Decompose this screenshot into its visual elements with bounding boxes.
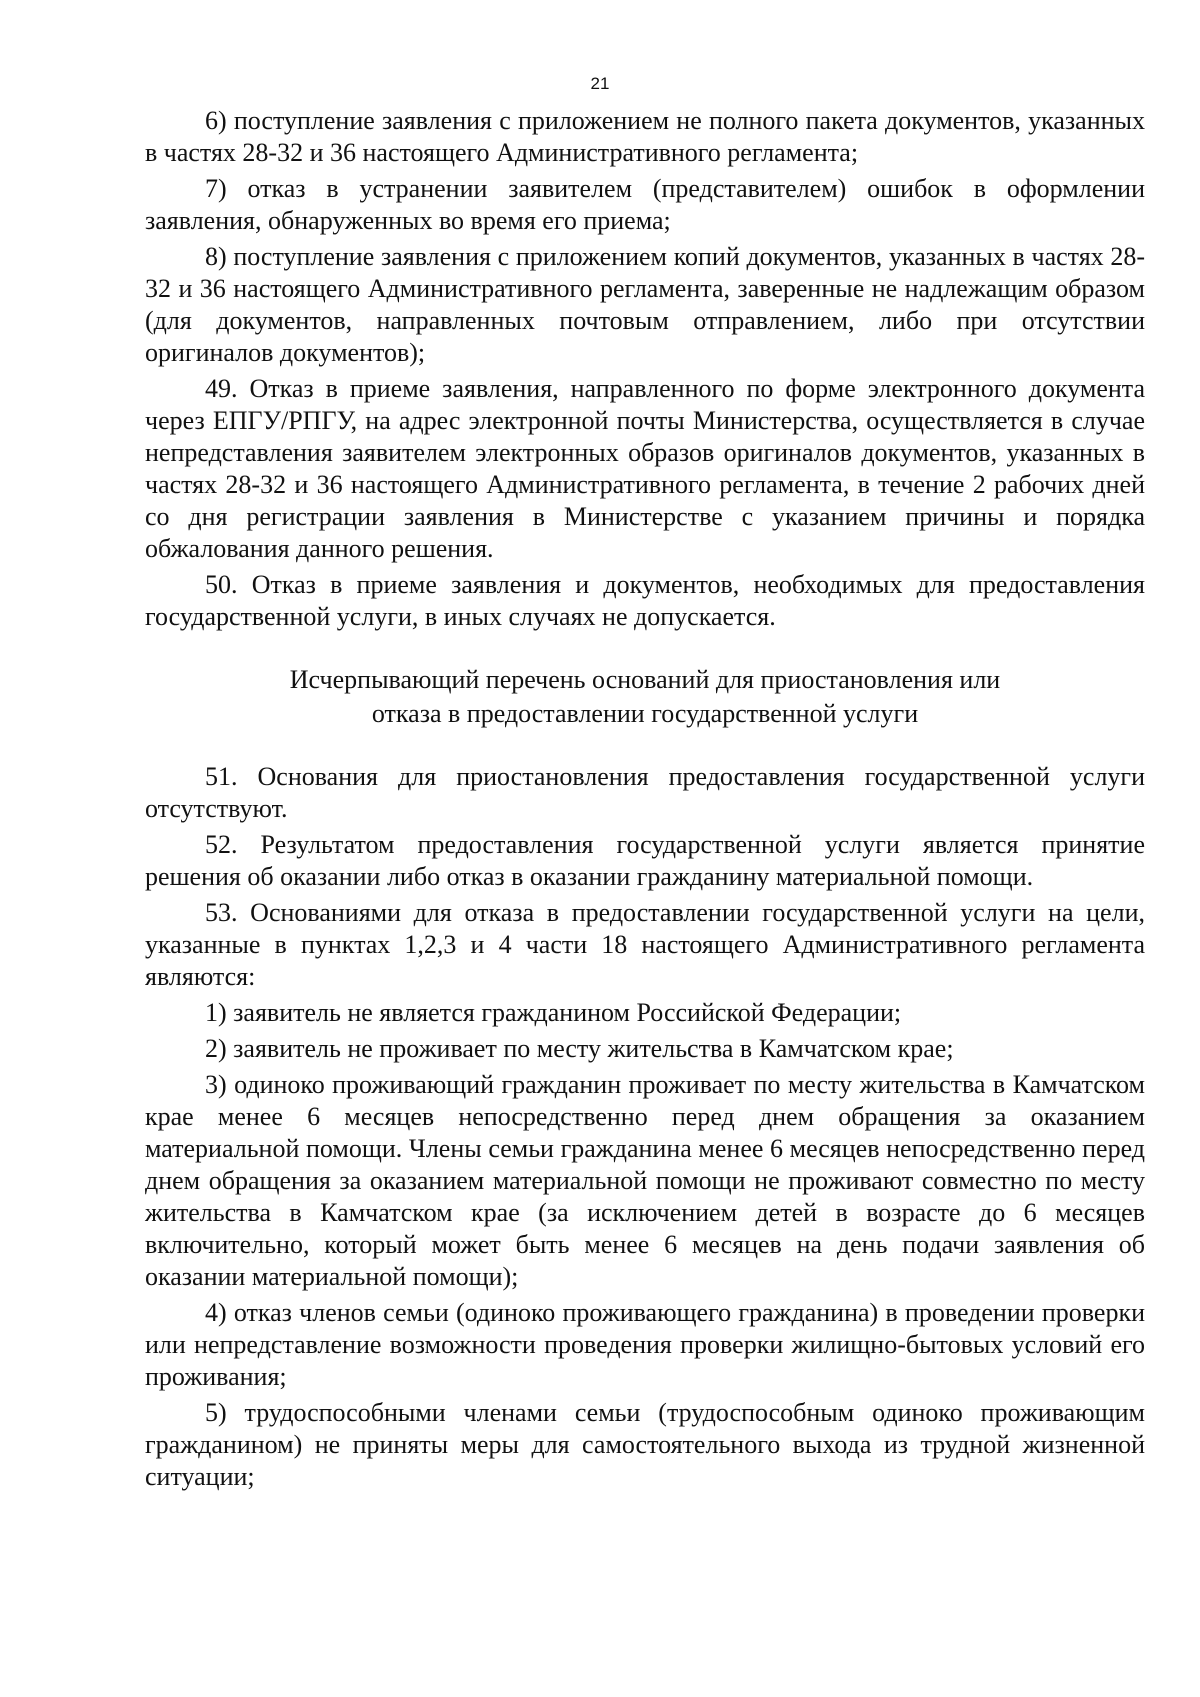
clause-53: 53. Основаниями для отказа в предоставлении государственной услуги на цели, указанные в пунктах 1,2,3 и 4 части 18 настоящего Административного регламента являются:: [145, 898, 1145, 991]
ground-item-4: 4) отказ членов семьи (одиноко проживающего гражданина) в проведении проверки или непредставление возможности проведения проверки жилищно-бытовых условий его проживания;: [145, 1298, 1145, 1391]
ground-item-1: 1) заявитель не является гражданином Российской Федерации;: [205, 998, 902, 1027]
clause-52: 52. Результатом предоставления государственной услуги является принятие решения об оказании либо отказ в оказании гражданину материальной помощи.: [145, 830, 1145, 891]
page-number: 21: [590, 74, 610, 93]
ground-item-5: 5) трудоспособными членами семьи (трудоспособным одиноко проживающим гражданином) не приняты меры для самостоятельного выхода из трудной жизненной ситуации;: [145, 1398, 1145, 1491]
document-body: [145, 105, 1145, 1493]
clause-50: 50. Отказ в приеме заявления и документов, необходимых для предоставления государственной услуги, в иных случаях не допускается.: [145, 570, 1145, 631]
section-heading-line-1: Исчерпывающий перечень оснований для приостановления или: [289, 665, 1001, 694]
clause-51: 51. Основания для приостановления предоставления государственной услуги отсутствуют.: [145, 762, 1145, 823]
section-heading-line-2: отказа в предоставлении государственной услуги: [371, 699, 919, 728]
ground-item-2: 2) заявитель не проживает по месту жительства в Камчатском крае;: [205, 1034, 954, 1063]
section-heading: [145, 663, 1145, 731]
clause-49: 49. Отказ в приеме заявления, направленного по форме электронного документа через ЕПГУ/РПГУ, на адрес электронной почты Министерства, осуществляется в случае непредставления заявителем электронных образов оригиналов документов, указанных в частях 28-32 и 36 настоящего Административного регламента, в течение 2 рабочих дней со дня регистрации заявления в Министерстве с указанием причины и порядка обжалования данного решения.: [145, 374, 1145, 563]
ground-item-3: 3) одиноко проживающий гражданин проживает по месту жительства в Камчатском крае менее 6 месяцев непосредственно перед днем обращения за оказанием материальной помощи. Члены семьи гражданина менее 6 месяцев непосредственно перед днем обращения за оказанием материальной помощи не проживают совместно по месту жительства в Камчатском крае (за исключением детей в возрасте до 6 месяцев включительно, который может быть менее 6 месяцев на день подачи заявления об оказании материальной помощи);: [145, 1070, 1145, 1291]
list-item-8: 8) поступление заявления с приложением копий документов, указанных в частях 28-32 и 36 настоящего Административного регламента, заверенные не надлежащим образом (для документов, направленных почтовым отправлением, либо при отсутствии оригиналов документов);: [145, 242, 1145, 367]
list-item-7: 7) отказ в устранении заявителем (представителем) ошибок в оформлении заявления, обнаруженных во время его приема;: [145, 174, 1145, 235]
list-item-6: 6) поступление заявления с приложением не полного пакета документов, указанных в частях 28-32 и 36 настоящего Административного регламента;: [145, 106, 1145, 167]
